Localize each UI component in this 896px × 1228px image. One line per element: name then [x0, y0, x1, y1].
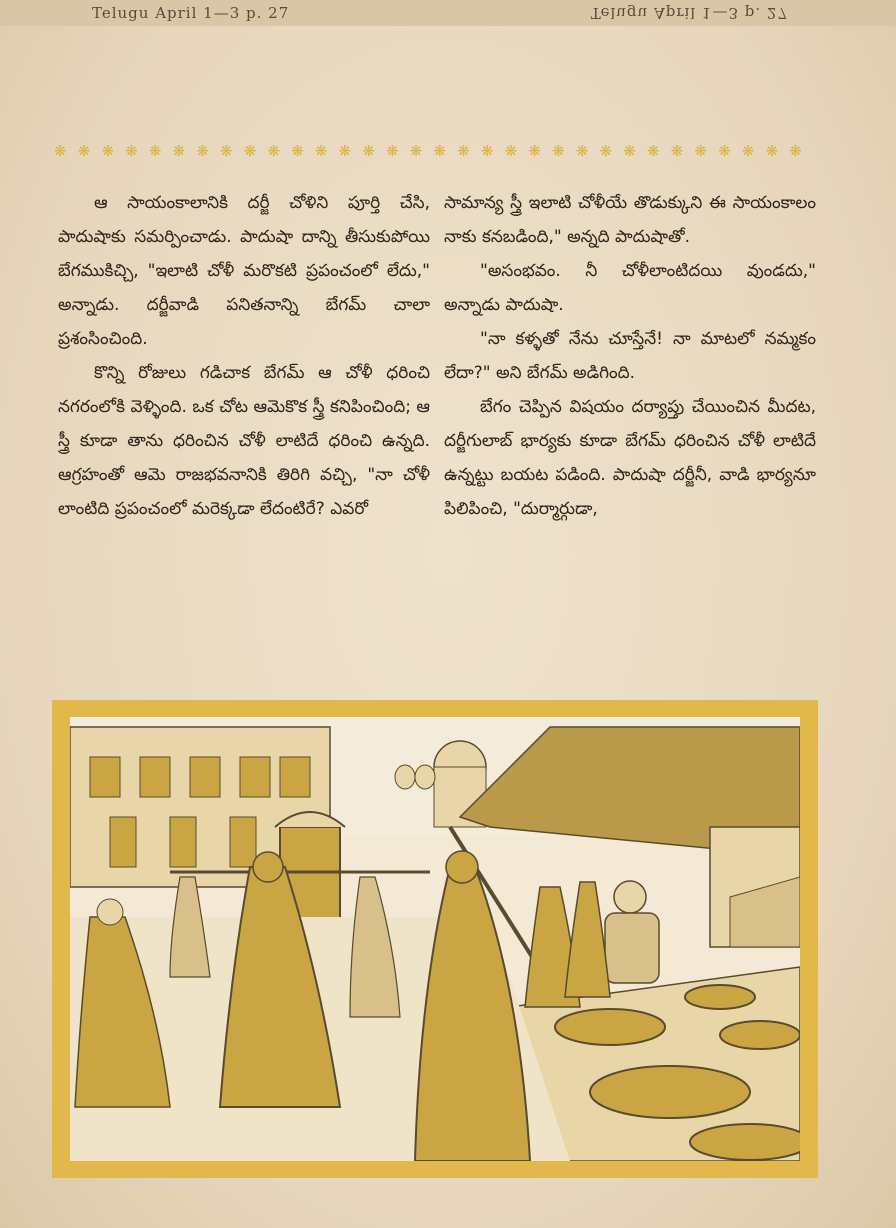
- illustration-drawing: [70, 717, 800, 1161]
- ornament-flower-icon: ❋: [623, 142, 636, 160]
- paragraph: సామాన్య స్త్రీ ఇలాటి చోళీయే తొడుక్కుని ఈ సాయంకాలం నాకు కనబడింది," అన్నది పాదుషాతో.: [444, 193, 816, 247]
- ornament-flower-icon: ❋: [125, 142, 138, 160]
- running-head-left: Telugu April 1—3 p. 27: [92, 4, 290, 22]
- ornament-flower-icon: ❋: [54, 142, 67, 160]
- paragraph: బేగం చెప్పిన విషయం దర్యాప్తు చేయించిన మీదట, దర్జీగులాబ్ భార్యకు కూడా బేగమ్ ధరించిన చోళీ లాటిదే ఉన్నట్టు బయట పడింది. పాదుషా దర్జీనీ, వాడి భార్యనూ పిలిపించి, "దుర్మార్గుడా,: [444, 397, 816, 519]
- ornament-flower-icon: ❋: [480, 142, 494, 160]
- ornament-flower-icon: ❋: [552, 142, 565, 160]
- paragraph: "అసంభవం. నీ చోళీలాంటిదయి వుండదు," అన్నాడు పాదుషా.: [444, 261, 816, 315]
- ornament-flower-icon: ❋: [694, 142, 707, 160]
- text-column-right: [444, 186, 816, 526]
- ornament-flower-icon: ❋: [101, 142, 115, 160]
- ornament-flower-icon: ❋: [646, 142, 660, 160]
- paragraph: "నా కళ్ళతో నేను చూస్తేనే! నా మాటలో నమ్మకం లేదా?" అని బేగమ్ అడిగింది.: [444, 329, 816, 383]
- ornament-flower-icon: ❋: [718, 142, 731, 160]
- ornament-flower-icon: ❋: [291, 142, 304, 160]
- ornament-flower-icon: ❋: [172, 142, 186, 160]
- ornament-flower-icon: ❋: [196, 142, 209, 160]
- ornament-flower-icon: ❋: [386, 142, 399, 160]
- ornament-flower-icon: ❋: [599, 142, 613, 160]
- paragraph: ఆ సాయంకాలానికి దర్జీ చోళిని పూర్తి చేసి, పాదుషాకు సమర్పించాడు. పాదుషా దాన్ని తీసుకుపోయి బేగముకిచ్చి, "ఇలాటి చోళీ మరొకటి ప్రపంచంలో లేదు," అన్నాడు. దర్జీవాడి పనితనాన్ని బేగమ్ చాలా ప్రశంసించింది.: [58, 193, 430, 349]
- ornament-flower-icon: ❋: [789, 142, 802, 160]
- ornament-flower-icon: ❋: [670, 142, 684, 160]
- ornament-flower-icon: ❋: [504, 142, 518, 160]
- ornament-flower-icon: ❋: [267, 142, 281, 160]
- page-header: [0, 0, 896, 26]
- text-column-left: [58, 186, 430, 526]
- decorative-border: [54, 140, 802, 162]
- ornament-flower-icon: ❋: [528, 142, 541, 160]
- ornament-flower-icon: ❋: [575, 142, 589, 160]
- ornament-flower-icon: ❋: [77, 142, 91, 160]
- ornament-flower-icon: ❋: [220, 142, 233, 160]
- running-head-right: Telugu April 1—3 p. 27: [590, 4, 788, 22]
- ornament-flower-icon: ❋: [457, 142, 470, 160]
- ornament-flower-icon: ❋: [338, 142, 352, 160]
- ornament-flower-icon: ❋: [741, 142, 755, 160]
- ornament-flower-icon: ❋: [243, 142, 257, 160]
- ornament-flower-icon: ❋: [314, 142, 328, 160]
- paragraph: కొన్ని రోజులు గడిచాక బేగమ్ ఆ చోళీ ధరించి నగరంలోకి వెళ్ళింది. ఒక చోట ఆమెకొక స్త్రీ కనిపించింది; ఆ స్త్రీ కూడా తాను ధరించిన చోళీ లాటిదే ధరించి ఉన్నది. ఆగ్రహంతో ఆమె రాజభవనానికి తిరిగి వచ్చి, "నా చోళీ లాంటిది ప్రపంచంలో మరెక్కడా లేదంటిరే? ఎవరో: [58, 363, 430, 519]
- ornament-flower-icon: ❋: [409, 142, 423, 160]
- ornament-flower-icon: ❋: [765, 142, 779, 160]
- market-scene-illustration: [52, 700, 818, 1178]
- ornament-flower-icon: ❋: [362, 142, 375, 160]
- ornament-flower-icon: ❋: [148, 142, 162, 160]
- ornament-flower-icon: ❋: [433, 142, 447, 160]
